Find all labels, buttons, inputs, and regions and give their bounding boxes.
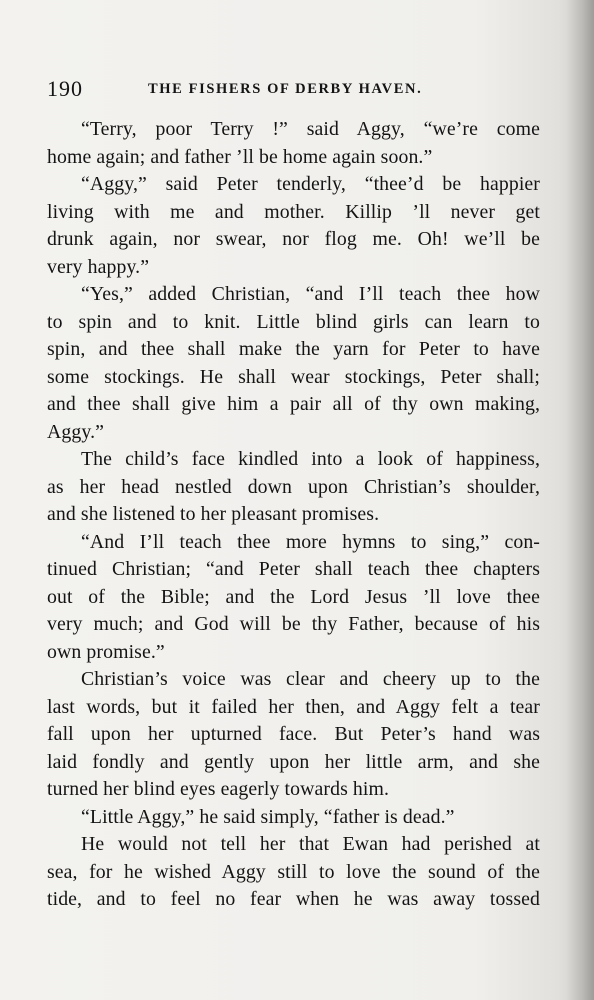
page-edge-shadow [566,0,594,1000]
text-line: fall upon her upturned face. But Peter’s hand was [47,723,540,745]
text-line: home again; and father ’ll be home again soon.” [47,145,433,168]
text-line: The child’s face kindled into a look of happiness, [81,448,540,470]
page-header [47,76,547,106]
text-line: sea, for he wished Aggy still to love the sound of the [47,860,540,883]
text-line: tinued Christian; “and Peter shall teach thee chapters [47,558,540,580]
text-line: as her head nestled down upon Christian’s shoulder, [47,475,540,498]
text-line: Aggy.” [47,420,104,443]
text-line: turned her blind eyes eagerly towards him. [47,778,390,800]
text-line: “Aggy,” said Peter tenderly, “thee’d be happier [81,173,540,195]
text-line: “And I’ll teach thee more hymns to sing,” con- [81,530,540,553]
text-line: living with me and mother. Killip ’ll never get [47,200,540,223]
text-line: Christian’s voice was clear and cheery up to the [81,668,540,690]
text-line: “Little Aggy,” he said simply, “father is dead.” [81,805,455,828]
text-line: and she listened to her pleasant promises. [47,503,380,525]
text-line: out of the Bible; and the Lord Jesus ’ll love thee [47,585,540,608]
text-line: drunk again, nor swear, nor flog me. Oh! we’ll be [47,228,540,250]
text-line: “Yes,” added Christian, “and I’ll teach thee how [81,283,540,305]
body-text [47,116,540,914]
text-line: last words, but it failed her then, and Aggy felt a tear [47,695,540,718]
text-line: laid fondly and gently upon her little arm, and she [47,750,540,773]
text-line: He would not tell her that Ewan had perished at [81,833,540,855]
text-line: very much; and God will be thy Father, because of his [47,613,540,635]
text-line: very happy.” [47,255,150,278]
page-number: 190 [47,76,83,101]
text-line: spin, and thee shall make the yarn for Peter to have [47,338,540,360]
text-line: tide, and to feel no fear when he was away tossed [47,888,540,910]
text-line: to spin and to knit. Little blind girls can learn to [47,310,540,333]
text-line: own promise.” [47,640,165,663]
text-line: “Terry, poor Terry !” said Aggy, “we’re come [81,118,540,140]
text-line: and thee shall give him a pair all of thy own making, [47,393,540,415]
running-title: THE FISHERS OF DERBY HAVEN. [148,81,423,97]
text-line: some stockings. He shall wear stockings, Peter shall; [47,365,540,388]
